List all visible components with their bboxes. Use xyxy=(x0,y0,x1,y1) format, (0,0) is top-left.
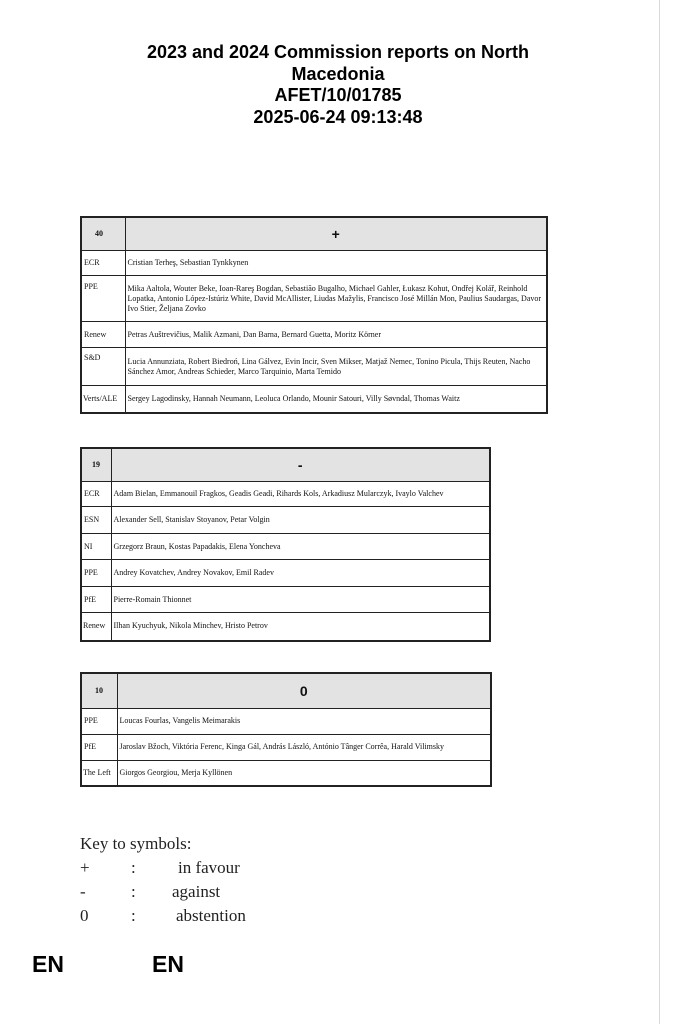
vote-table-against xyxy=(80,447,491,642)
page-edge xyxy=(659,0,660,1024)
member-names: Sergey Lagodinsky, Hannah Neumann, Leoluca Orlando, Mounir Satouri, Villy Søvndal, Thomas Waitz xyxy=(125,386,547,413)
table-row xyxy=(81,322,547,348)
title-line: Macedonia xyxy=(291,63,385,84)
group-name: ECR xyxy=(81,251,125,276)
vote-count: 19 xyxy=(81,448,111,482)
vote-count: 10 xyxy=(81,673,117,708)
symbol-key xyxy=(80,832,246,928)
group-name: ECR xyxy=(81,482,111,507)
vote-table-abstention xyxy=(80,672,492,787)
member-names: Alexander Sell, Stanislav Stoyanov, Petar Volgin xyxy=(111,507,490,534)
vote-count: 40 xyxy=(81,217,125,251)
group-name: PPE xyxy=(81,276,125,322)
member-names: Cristian Terheş, Sebastian Tynkkynen xyxy=(125,251,547,276)
table-row xyxy=(81,534,490,560)
document-title xyxy=(0,42,676,128)
group-name: Verts/ALE xyxy=(81,386,125,413)
member-names: Grzegorz Braun, Kostas Papadakis, Elena Yoncheva xyxy=(111,534,490,560)
table-row xyxy=(81,613,490,641)
table-row xyxy=(81,560,490,587)
key-heading: Key to symbols: xyxy=(80,834,192,853)
key-meaning: against xyxy=(172,882,221,901)
member-names: Loucas Fourlas, Vangelis Meimarakis xyxy=(117,708,491,734)
table-row xyxy=(81,386,547,413)
group-name: Renew xyxy=(81,322,125,348)
vote-table-in-favour xyxy=(80,216,548,414)
table-row xyxy=(81,587,490,613)
table-row xyxy=(81,482,490,507)
key-symbol: + xyxy=(80,858,90,877)
member-names: Pierre-Romain Thionnet xyxy=(111,587,490,613)
member-names: Mika Aaltola, Wouter Beke, Ioan-Rareş Bogdan, Sebastião Bugalho, Michael Gahler, Łukasz Kohut, Ondřej Kolář, Reinhold Lopatka, Antonio López-Istúriz White, David McAllister, Liudas Mažylis, Francisco José Millán Mon, Paulius Saudargas, Davor Ivo Stier, Željana Zovko xyxy=(125,276,547,322)
key-item xyxy=(80,904,246,928)
table-row xyxy=(81,708,491,734)
key-symbol: - xyxy=(80,882,86,901)
table-header-row xyxy=(81,448,490,482)
key-symbol: 0 xyxy=(80,906,89,925)
table-row xyxy=(81,348,547,386)
member-names: Giorgos Georgiou, Merja Kyllönen xyxy=(117,760,491,786)
group-name: PPE xyxy=(81,560,111,587)
title-line: 2023 and 2024 Commission reports on North xyxy=(146,42,530,62)
group-name: The Left xyxy=(81,760,117,786)
key-colon: : xyxy=(131,906,136,925)
key-meaning: abstention xyxy=(176,906,246,925)
key-colon: : xyxy=(131,858,136,877)
key-item xyxy=(80,856,240,880)
member-names: Petras Auštrevičius, Malik Azmani, Dan Barna, Bernard Guetta, Moritz Körner xyxy=(125,322,547,348)
table-header-row xyxy=(81,217,547,251)
table-row xyxy=(81,276,547,322)
member-names: Lucia Annunziata, Robert Biedroń, Lina Gálvez, Evin Incir, Sven Mikser, Matjaž Nemec, Tonino Picula, Thijs Reuten, Nacho Sánchez Amor, Andreas Schieder, Marco Tarquinio, Marta Temido xyxy=(125,348,547,386)
group-name: Renew xyxy=(81,613,111,641)
group-name: PfE xyxy=(81,734,117,760)
key-item xyxy=(80,880,221,904)
table-header-row xyxy=(81,673,491,708)
table-row xyxy=(81,734,491,760)
group-name: NI xyxy=(81,534,111,560)
key-meaning: in favour xyxy=(178,858,240,877)
group-name: PfE xyxy=(81,587,111,613)
table-row xyxy=(81,251,547,276)
group-name: PPE xyxy=(81,708,117,734)
language-code: EN xyxy=(32,951,64,977)
language-code: EN xyxy=(152,951,184,977)
title-line: 2025-06-24 09:13:48 xyxy=(253,106,423,127)
table-row xyxy=(81,760,491,786)
key-colon: : xyxy=(131,882,136,901)
member-names: Ilhan Kyuchyuk, Nikola Minchev, Hristo Petrov xyxy=(111,613,490,641)
member-names: Jaroslav Bžoch, Viktória Ferenc, Kinga Gál, András László, António Tânger Corrêa, Harald Vilimsky xyxy=(117,734,491,760)
vote-symbol: + xyxy=(125,217,547,251)
title-line: AFET/10/01785 xyxy=(274,85,402,105)
vote-symbol: - xyxy=(111,448,490,482)
table-row xyxy=(81,507,490,534)
member-names: Andrey Kovatchev, Andrey Novakov, Emil Radev xyxy=(111,560,490,587)
member-names: Adam Bielan, Emmanouil Fragkos, Geadis Geadi, Rihards Kols, Arkadiusz Mularczyk, Ivaylo Valchev xyxy=(111,482,490,507)
group-name: S&D xyxy=(81,348,125,386)
group-name: ESN xyxy=(81,507,111,534)
vote-symbol: 0 xyxy=(117,673,491,708)
